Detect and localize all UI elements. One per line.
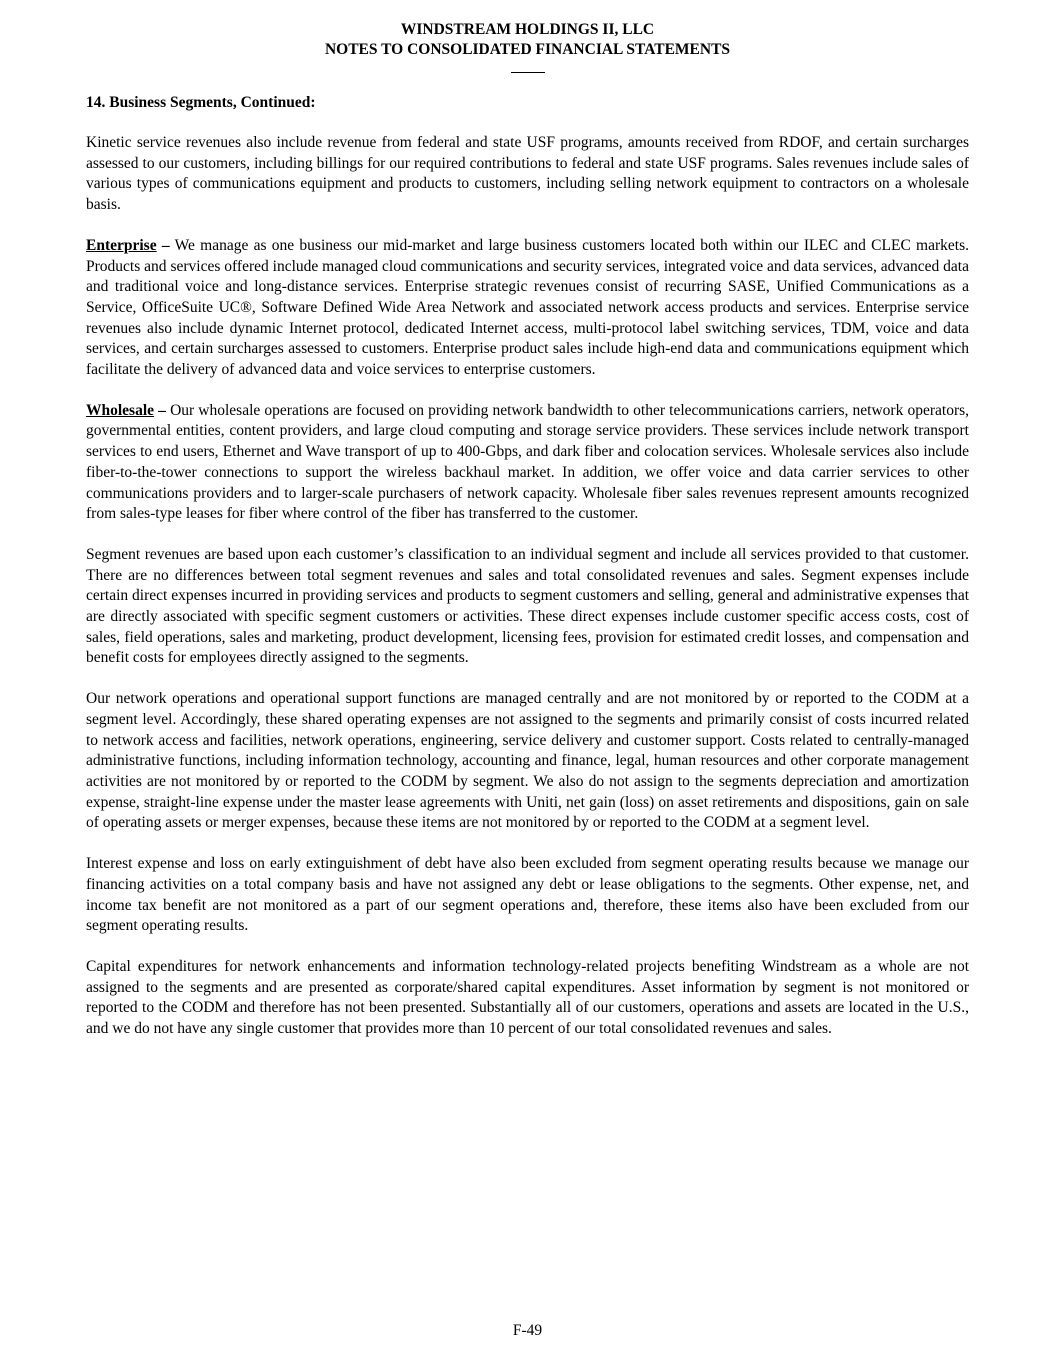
page-number: F-49	[512, 1322, 543, 1339]
paragraph-network-operations: Our network operations and operational support functions are managed centrally and are not monitored by or reported to the CODM at a segment level. Accordingly, these shared operating expenses are not assigned to the segments and primarily consist of costs incurred related to network access and facilities, network operations, engineering, service delivery and customer support. Costs related to centrally-managed administrative functions, including information technology, accounting and finance, legal, human resources and other corporate management activities are not monitored by or reported to the CODM by segment. We also do not assign to the segments depreciation and amortization expense, straight-line expense under the master lease agreements with Uniti, net gain (loss) on asset retirements and dispositions, gain on sale of operating assets or merger expenses, because these items are not monitored by or reported to the CODM at a segment level.	[86, 690, 969, 832]
paragraph-enterprise	[86, 236, 969, 381]
document-header	[86, 20, 969, 73]
wholesale-text: Our wholesale operations are focused on providing network bandwidth to other telecommunications carriers, network operators, governmental entities, content providers, and large cloud computing and storage service providers. These services include network transport services to end users, Ethernet and Wave transport of up to 400-Gbps, and dark fiber and colocation services. Wholesale services also include fiber-to-the-tower connections to support the wireless backhaul market. In addition, we offer voice and data carrier services to other communications providers and to larger-scale purchasers of network capacity. Wholesale fiber sales revenues represent amounts recognized from sales-type leases for fiber where control of the fiber has transferred to the customer.	[86, 401, 970, 523]
enterprise-text: We manage as one business our mid-market and large business customers located both within our ILEC and CLEC markets. Products and services offered include managed cloud communications and security services, integrated voice and data services, advanced data and traditional voice and long-distance services. Enterprise strategic revenues consist of recurring SASE, Unified Communications as a Service, OfficeSuite UC®, Software Defined Wide Area Network and associated network access products and services. Enterprise service revenues also include dynamic Internet protocol, dedicated Internet access, multi-protocol label switching services, TDM, voice and data services, and certain surcharges assessed to customers. Enterprise product sales include high-end data and communications equipment which facilitate the delivery of advanced data and voice services to enterprise customers.	[86, 236, 969, 379]
document-page	[86, 20, 969, 1040]
paragraph-interest-expense: Interest expense and loss on early extinguishment of debt have also been excluded from segment operating results because we manage our financing activities on a total company basis and have not assigned any debt or lease obligations to the segments. Other expense, net, and income tax benefit are not monitored as a part of our segment operations and, therefore, these items also have been excluded from our segment operating results.	[86, 855, 969, 935]
paragraph-wholesale	[86, 401, 969, 525]
wholesale-dash: –	[158, 401, 166, 419]
paragraph-kinetic: Kinetic service revenues also include revenue from federal and state USF programs, amounts received from RDOF, and certain surcharges assessed to our customers, including billings for our required contributions to federal and state USF programs. Sales revenues include sales of various types of communications equipment and products to customers, including selling network equipment to contractors on a wholesale basis.	[86, 134, 969, 214]
paragraph-capital-expenditures: Capital expenditures for network enhancements and information technology-related projects benefiting Windstream as a whole are not assigned to the segments and are presented as corporate/shared capital expenditures. Asset information by segment is not monitored or reported to the CODM and therefore has not been presented. Substantially all of our customers, operations and assets are located in the U.S., and we do not have any single customer that provides more than 10 percent of our total consolidated revenues and sales.	[86, 957, 969, 1038]
wholesale-heading: Wholesale	[86, 401, 155, 419]
header-divider	[511, 72, 545, 73]
paragraph-segment-revenues: Segment revenues are based upon each customer’s classification to an individual segment and include all services provided to that customer. There are no differences between total segment revenues and sales and total consolidated revenues and sales. Segment expenses include certain direct expenses incurred in providing services and products to segment customers and selling, general and administrative expenses that are directly associated with specific segment customers or activities. These direct expenses include customer specific access costs, cost of sales, field operations, sales and marketing, product development, licensing fees, provision for estimated credit losses, and compensation and benefit costs for employees directly assigned to the segments.	[86, 545, 969, 667]
company-name: WINDSTREAM HOLDINGS II, LLC	[400, 21, 655, 38]
enterprise-heading: Enterprise	[86, 236, 157, 254]
enterprise-dash: –	[161, 236, 170, 254]
document-title: NOTES TO CONSOLIDATED FINANCIAL STATEMENTS	[324, 41, 731, 58]
section-title: 14. Business Segments, Continued:	[86, 94, 316, 111]
